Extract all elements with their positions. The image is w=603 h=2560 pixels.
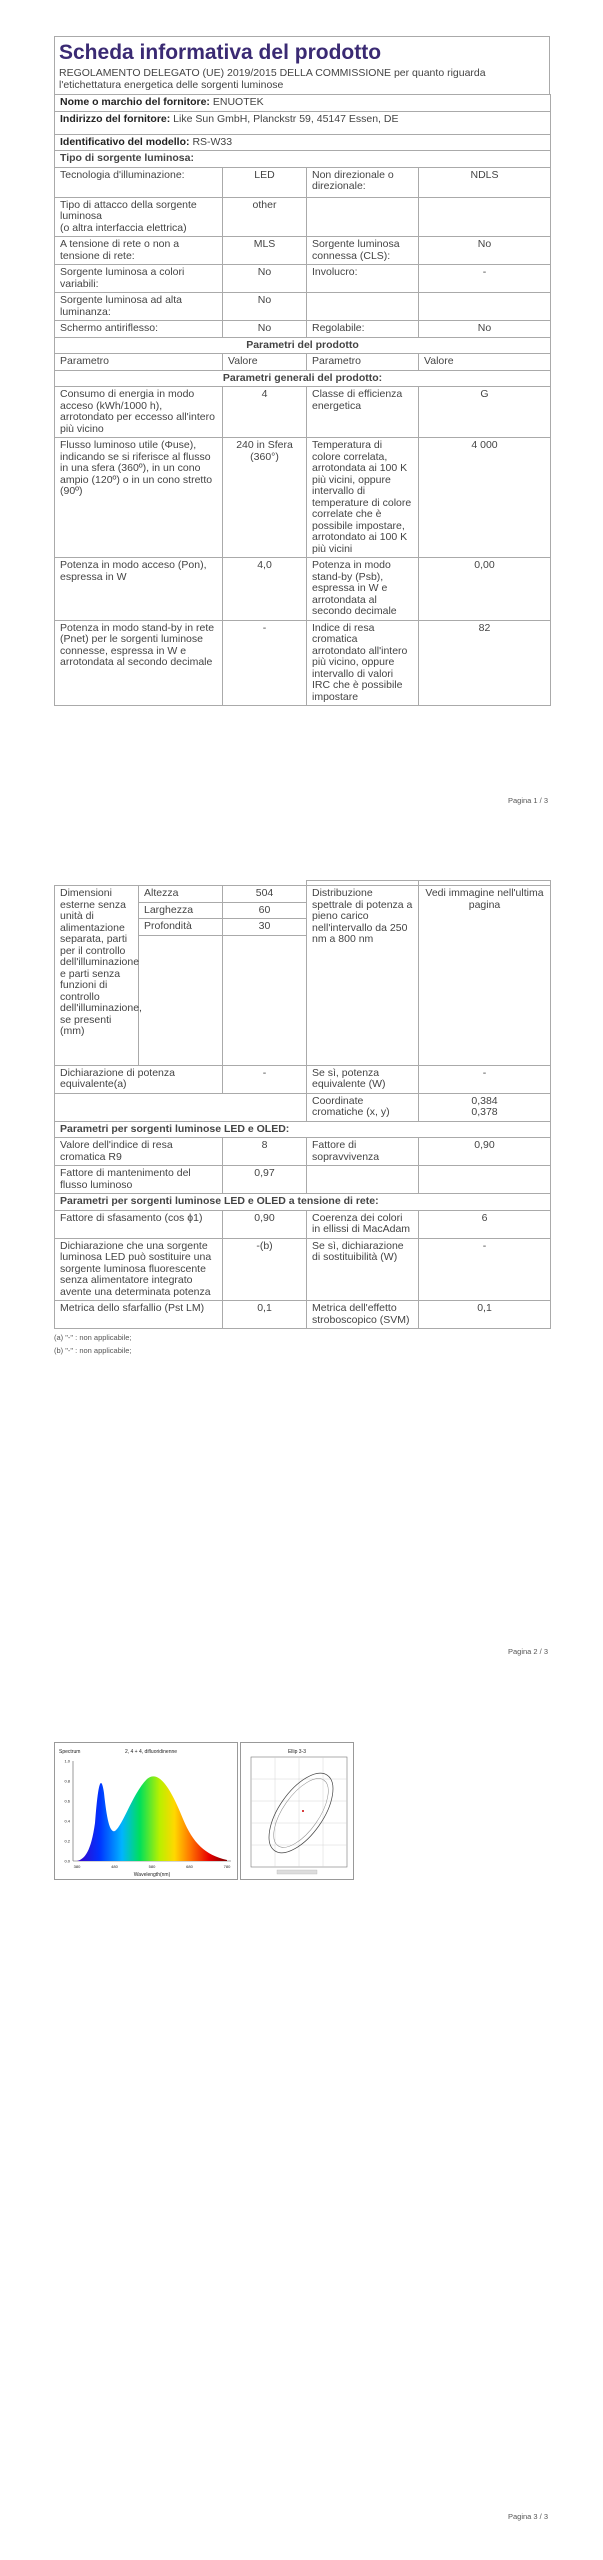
pnet-label: Potenza in modo stand-by in rete (Pnet) per le sorgenti luminose connesse, espressa in W e arrotondata al secondo decimale (55, 620, 223, 706)
nondir-label: Non direzionale o direzionale: (307, 167, 419, 197)
color-value: No (223, 265, 307, 293)
spectrum-x-tick: 780 (223, 1864, 231, 1869)
fluor-w-label: Se sì, dichiarazione di sostituibilità (W) (307, 1238, 419, 1301)
ellipse-chart (241, 1743, 353, 1879)
spectrum-chart (55, 1743, 237, 1879)
svm-label: Metrica dell'effetto stroboscopico (SVM) (307, 1301, 419, 1329)
r9-value: 8 (223, 1138, 307, 1166)
cap-label: Tipo di attacco della sorgente luminosa (o altra interfaccia elettrica) (55, 197, 223, 237)
cct-label: Temperatura di colore correlata, arrotondata ai 100 K più vicini, oppure intervallo di temperature di colore correlate che è possibile impostare, arrotondato ai 100 K più vicini (307, 438, 419, 558)
maint-value: 0,97 (223, 1166, 307, 1194)
spectrum-x-tick: 480 (111, 1864, 118, 1869)
ellipse-figure (240, 1742, 354, 1880)
tech-label: Tecnologia d'illuminazione: (55, 167, 223, 197)
page-title: Scheda informativa del prodotto (54, 36, 550, 67)
equiv-value: - (223, 1065, 307, 1093)
glare-value: No (223, 321, 307, 338)
page-number-2: Pagina 2 / 3 (507, 1647, 548, 1656)
macadam-ellipse-inner (263, 1770, 338, 1856)
supplier-name: ENUOTEK (212, 96, 264, 108)
spectrum-x-tick: 580 (148, 1864, 156, 1869)
col-param-2: Parametro (307, 354, 419, 371)
psb-value: 0,00 (419, 558, 551, 621)
supplier-row: Nome o marchio del fornitore: ENUOTEK (55, 95, 551, 112)
svm-value: 0,1 (419, 1301, 551, 1329)
dims-label: Dimensioni esterne senza unità di alimentazione separata, parti per il controllo dell'illuminazione e parti senza funzioni di controllo dell'illuminazione, se presenti (mm) (55, 886, 139, 1066)
dim-label: Regolabile: (307, 321, 419, 338)
cri-value: 82 (419, 620, 551, 706)
spectrum-x-tick: 680 (186, 1864, 193, 1869)
fluor-value: -(b) (223, 1238, 307, 1301)
spectral-value: Vedi immagine nell'ultima pagina (419, 886, 551, 1066)
macadam-label: Coerenza dei colori in ellissi di MacAdam (307, 1210, 419, 1238)
footnote-a: (a) "-" : non applicabile; (54, 1333, 132, 1342)
envelope-label: Involucro: (307, 265, 419, 293)
spectrum-figure (54, 1742, 238, 1880)
regulation-text: REGOLAMENTO DELEGATO (UE) 2019/2015 DELLA COMMISSIONE per quanto riguarda l'etichettatura energetica delle sorgenti luminose (54, 67, 550, 94)
equiv-w-label: Se sì, potenza equivalente (W) (307, 1065, 419, 1093)
pon-value: 4,0 (223, 558, 307, 621)
depth-value: 30 (223, 919, 307, 936)
supplier-table (54, 94, 551, 706)
pst-label: Metrica dello sfarfallio (Pst LM) (55, 1301, 223, 1329)
cos-value: 0,90 (223, 1210, 307, 1238)
cri-label: Indice di resa cromatica arrotondato all'intero più vicino, oppure intervallo di valori IRC che è possibile impostare (307, 620, 419, 706)
envelope-value: - (419, 265, 551, 293)
flux-label: Flusso luminoso utile (Φuse), indicando se si riferisce al flusso in una sfera (360º), in un cono ampio (120º) o in un cono stretto (90º) (55, 438, 223, 558)
depth-label: Profondità (139, 919, 223, 936)
height-value: 504 (223, 886, 307, 903)
spectrum-y-ticks (64, 1759, 70, 1864)
spectrum-y-tick: 0.0 (64, 1858, 70, 1864)
address-row: Indirizzo del fornitore: Like Sun GmbH, Planckstr 59, 45147 Essen, DE (55, 111, 551, 134)
highlum-label: Sorgente luminosa ad alta luminanza: (55, 293, 223, 321)
chroma-value: 0,384 0,378 (419, 1093, 551, 1121)
page-number-3: Pagina 3 / 3 (507, 2512, 548, 2521)
energy-value: 4 (223, 387, 307, 438)
equiv-label: Dichiarazione di potenza equivalente(a) (55, 1065, 223, 1093)
dimensions-table (54, 880, 551, 1329)
cls-label: Sorgente luminosa connessa (CLS): (307, 237, 419, 265)
chroma-label: Coordinate cromatiche (x, y) (307, 1093, 419, 1121)
chroma-point (302, 1810, 304, 1812)
pon-label: Potenza in modo acceso (Pon), espressa in W (55, 558, 223, 621)
general-header: Parametri generali del prodotto: (55, 370, 551, 387)
spectrum-y-tick: 0.6 (64, 1798, 70, 1804)
spectrum-y-tick: 0.4 (64, 1818, 70, 1824)
page-2 (54, 880, 550, 1355)
height-label: Altezza (139, 886, 223, 903)
glare-label: Schermo antiriflesso: (55, 321, 223, 338)
cos-label: Fattore di sfasamento (cos ϕ1) (55, 1210, 223, 1238)
macadam-value: 6 (419, 1210, 551, 1238)
cls-value: No (419, 237, 551, 265)
supplier-address: Like Sun GmbH, Planckstr 59, 45147 Essen, DE (173, 112, 399, 125)
equiv-w-value: - (419, 1065, 551, 1093)
params-header: Parametri del prodotto (55, 337, 551, 354)
highlum-value: No (223, 293, 307, 321)
fluor-label: Dichiarazione che una sorgente luminosa LED può sostituire una sorgente luminosa fluorescente senza alimentatore integrato avente una determinata potenza (55, 1238, 223, 1301)
spectrum-y-tick: 0.8 (64, 1778, 70, 1784)
flux-value: 240 in Sfera (360°) (223, 438, 307, 558)
ellipse-title: Ellip 3-3 (287, 1749, 307, 1755)
dim-value: No (419, 321, 551, 338)
energy-label: Consumo di energia in modo acceso (kWh/1000 h), arrotondato per eccesso all'intero più vicino (55, 387, 223, 438)
footnote-b: (b) "-" : non applicabile; (54, 1346, 132, 1355)
col-param-1: Parametro (55, 354, 223, 371)
spectral-label: Distribuzione spettrale di potenza a pieno carico nell'intervallo da 250 nm a 800 nm (307, 886, 419, 1066)
spectrum-curve (77, 1776, 227, 1861)
spectrum-title: 2, 4 + 4, difluoridinenne (124, 1749, 178, 1755)
psb-label: Potenza in modo stand-by (Psb), espressa in W e arrotondata al secondo decimale (307, 558, 419, 621)
spectrum-x-ticks (74, 1864, 231, 1869)
source-type-header: Tipo di sorgente luminosa: (55, 151, 551, 168)
pnet-value: - (223, 620, 307, 706)
fluor-w-value: - (419, 1238, 551, 1301)
led-mains-header: Parametri per sorgenti luminose LED e OLED a tensione di rete: (55, 1194, 551, 1211)
cct-value: 4 000 (419, 438, 551, 558)
mains-value: MLS (223, 237, 307, 265)
macadam-ellipse-outer (257, 1763, 346, 1864)
col-value-1: Valore (223, 354, 307, 371)
width-value: 60 (223, 902, 307, 919)
r9-label: Valore dell'indice di resa cromatica R9 (55, 1138, 223, 1166)
pst-value: 0,1 (223, 1301, 307, 1329)
spectrum-x-tick: 380 (73, 1864, 81, 1869)
class-value: G (419, 387, 551, 438)
spectrum-y-tick: 0.2 (64, 1838, 70, 1844)
page-number-1: Pagina 1 / 3 (507, 796, 548, 805)
surv-label: Fattore di sopravvivenza (307, 1138, 419, 1166)
spectrum-xlabel: Wavelength(nm) (133, 1872, 171, 1878)
maint-label: Fattore di mantenimento del flusso luminoso (55, 1166, 223, 1194)
spectrum-y-tick: 1.0 (64, 1758, 70, 1764)
mains-label: A tensione di rete o non a tensione di rete: (55, 237, 223, 265)
class-label: Classe di efficienza energetica (307, 387, 419, 438)
nondir-value: NDLS (419, 167, 551, 197)
surv-value: 0,90 (419, 1138, 551, 1166)
width-label: Larghezza (139, 902, 223, 919)
color-label: Sorgente luminosa a colori variabili: (55, 265, 223, 293)
model-row: Identificativo del modello: RS-W33 (55, 134, 551, 151)
cap-value: other (223, 197, 307, 237)
led-header: Parametri per sorgenti luminose LED e OLED: (55, 1121, 551, 1138)
spectrum-ylabel: Spectrum (59, 1749, 81, 1755)
tech-value: LED (223, 167, 307, 197)
page-1 (54, 36, 550, 706)
col-value-2: Valore (419, 354, 551, 371)
model-id: RS-W33 (192, 135, 233, 148)
